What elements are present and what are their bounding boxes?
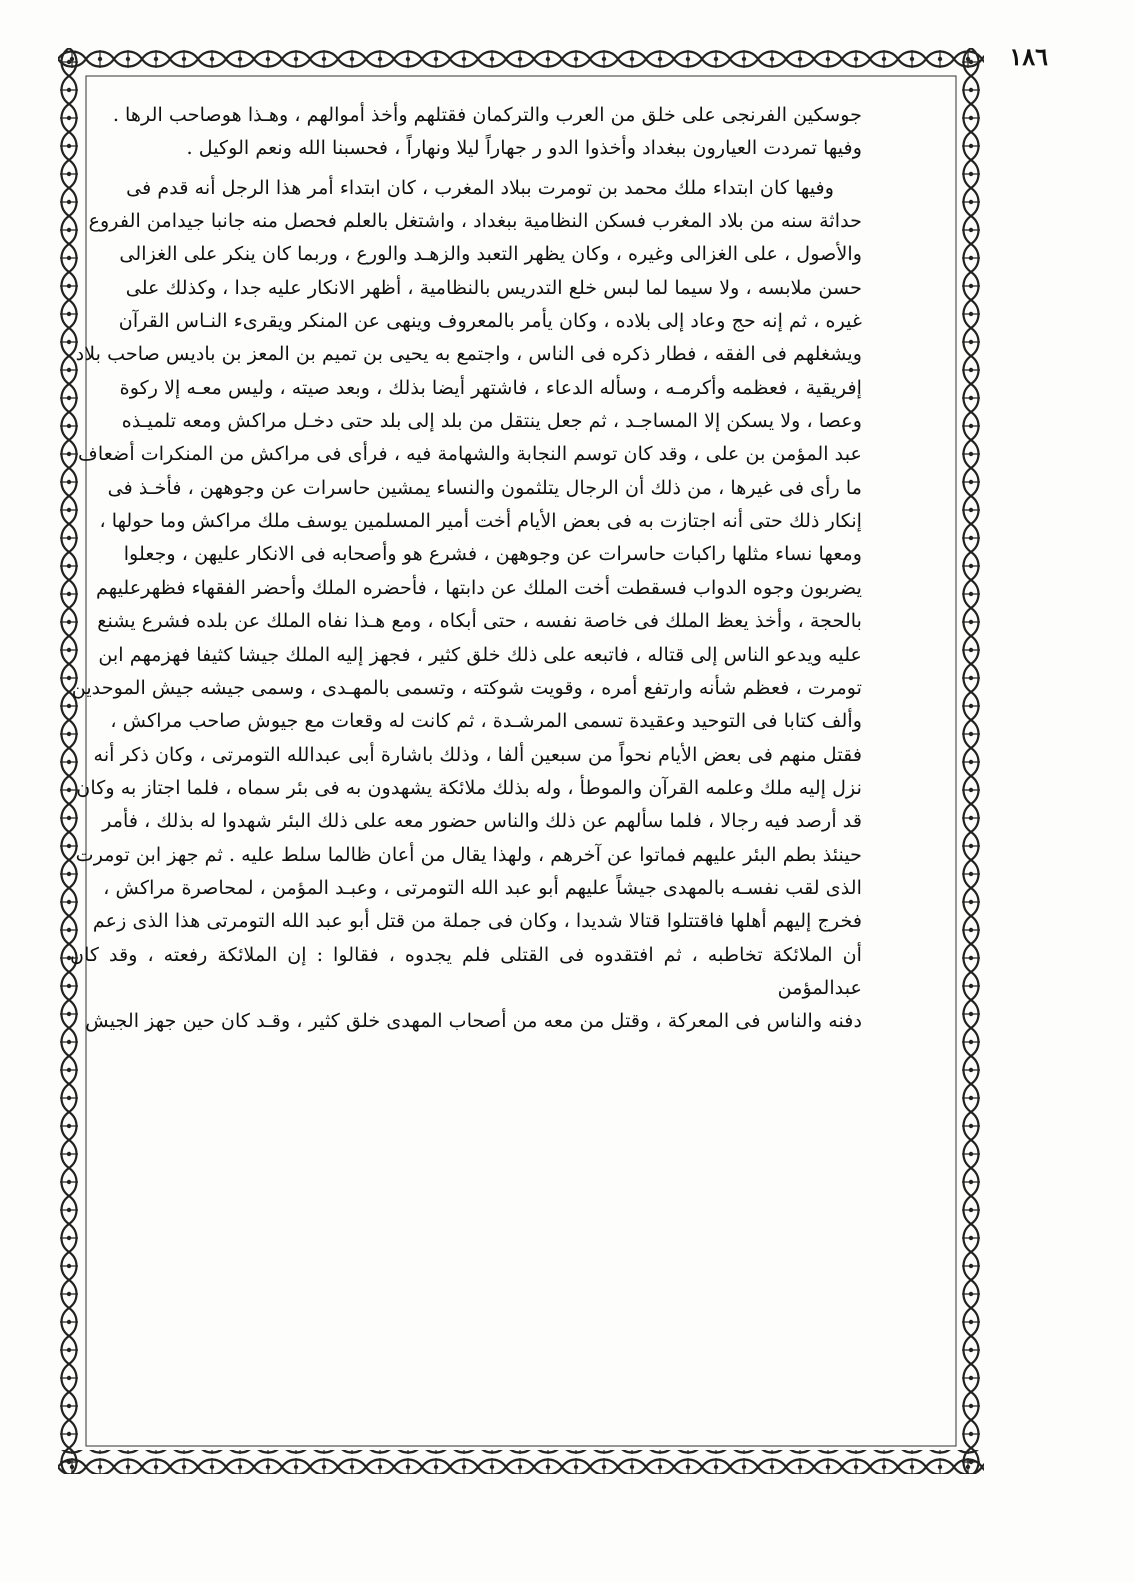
paragraph-line: دفنه والناس فى المعركة ، وقتل من معه من أصحاب المهدى خلق كثير ، وقـد كان حين جهز الجيش	[85, 1009, 862, 1033]
paragraph-line: نزل إليه ملك وعلمه القرآن والموطأ ، وله بذلك ملائكة يشهدون به فى بئر سماه ، فلما اجتاز به وكان	[76, 775, 862, 799]
paragraph-line: وفيها تمردت العيارون ببغداد وأخذوا الدو ر جهاراً ليلا ونهاراً ، فحسبنا الله ونعم الوكيل .	[186, 136, 862, 160]
paragraph-line: وفيها كان ابتداء ملك محمد بن تومرت ببلاد المغرب ، كان ابتداء أمر هذا الرجل أنه قدم فى	[126, 175, 834, 199]
paragraph-line: يضربون وجوه الدواب فسقطت أخت الملك عن دابتها ، فأحضره الملك وأحضر الفقهاء فظهرعليهم	[95, 575, 862, 599]
paragraph-line: ومعها نساء مثلها راكبات حاسرات عن وجوههن ، فشرع هو وأصحابه فى الانكار عليهن ، وجعلوا	[123, 542, 862, 566]
paragraph-line: ويشغلهم فى الفقه ، فطار ذكره فى الناس ، واجتمع به يحيى بن تميم بن المعز بن باديس صاحب بلاد	[75, 342, 862, 366]
paragraph-line: حداثة سنه من بلاد المغرب فسكن النظامية ببغداد ، واشتغل بالعلم فحصل منه جانبا جيدامن الفروع	[88, 209, 862, 233]
paragraph-line: وألف كتابا فى التوحيد وعقيدة تسمى المرشـدة ، ثم كانت له وقعات مع جيوش صاحب مراكش ،	[110, 709, 862, 733]
paragraph-line: والأصول ، على الغزالى وغيره ، وكان يظهر التعبد والزهـد والورع ، وربما كان ينكر على الغزالى	[119, 242, 862, 266]
paragraph-line: عليه ويدعو الناس إلى قتاله ، فاتبعه على ذلك خلق كثير ، فجهز إليه الملك جيشا كثيفا فهزمهم ابن	[98, 642, 862, 666]
paragraph-line: وعصا ، ولا يسكن إلا المساجـد ، ثم جعل ينتقل من بلد إلى بلد حتى دخـل مراكش ومعه تلميـذه	[121, 409, 862, 433]
main-text	[70, 98, 862, 1038]
paragraph-line: تومرت ، فعظم شأنه وارتفع أمره ، وقويت شوكته ، وتسمى بالمهـدى ، وسمى جيشه جيش الموحدين	[71, 675, 862, 699]
paragraph-line: إنكار ذلك حتى أنه اجتازت به فى بعض الأيام أخت أمير المسلمين يوسف ملك مراكش وما حولها ،	[99, 509, 862, 533]
paragraph-line: بالحجة ، وأخذ يعظ الملك فى خاصة نفسه ، حتى أبكاه ، ومع هـذا نفاه الملك عن بلده فشرع يشنع	[97, 609, 862, 633]
paragraph-line: غيره ، ثم إنه حج وعاد إلى بلاده ، وكان يأمر بالمعروف وينهى عن المنكر ويقرىء النـاس القرآن	[118, 309, 862, 333]
paragraph-line: قد أرصد فيه رجالا ، فلما سألهم عن ذلك والناس حضور معه على ذلك البئر شهدوا له بذلك ، فأمر	[102, 809, 862, 833]
paragraph-line: أن الملائكة تخاطبه ، ثم افتقدوه فى القتلى فلم يجدوه ، فقالوا : إن الملائكة رفعته ، وقد كان عبدالمؤمن	[70, 942, 862, 999]
paragraph-line: ما رأى فى غيرها ، من ذلك أن الرجال يتلثمون والنساء يمشين حاسرات عن وجوههن ، فأخـذ فى	[107, 475, 862, 499]
paragraph-line: حسن ملابسه ، ولا سيما لما لبس خلع التدريس بالنظامية ، أظهر الانكار عليه جدا ، وكذلك على	[125, 275, 862, 299]
paragraph-line: فقتل منهم فى بعض الأيام نحواً من سبعين ألفا ، وذلك باشارة أبى عبدالله التومرتى ، وكان ذكر أنه	[93, 742, 862, 766]
paragraph-line: إفريقية ، فعظمه وأكرمـه ، وسأله الدعاء ، فاشتهر أيضا بذلك ، وبعد صيته ، وليس معـه إلا ركوة	[119, 375, 862, 399]
paragraph-line: فخرج إليهم أهلها فاقتتلوا قتالا شديدا ، وكان فى جملة من قتل أبو عبد الله التومرتى هذا الذى زعم	[92, 909, 862, 933]
paragraph-line: عبد المؤمن بن على ، وقد كان توسم النجابة والشهامة فيه ، فرأى فى مراكش من المنكرات أضعاف	[78, 442, 862, 466]
paragraph-line: حينئذ بطم البئر عليهم فماتوا عن آخرهم ، ولهذا يقال من أعان ظالما سلط عليه . ثم جهز ابن تومرت	[75, 842, 862, 866]
paragraph-line: الذى لقب نفسـه بالمهدى جيشاً عليهم أبو عبد الله التومرتى ، وعبـد المؤمن ، لمحاصرة مراكش ،	[103, 875, 862, 899]
paragraph-line: جوسكين الفرنجى على خلق من العرب والتركمان فقتلهم وأخذ أموالهم ، وهـذا هوصاحب الرها .	[112, 103, 862, 126]
page-number: ١٨٦	[1001, 42, 1056, 72]
